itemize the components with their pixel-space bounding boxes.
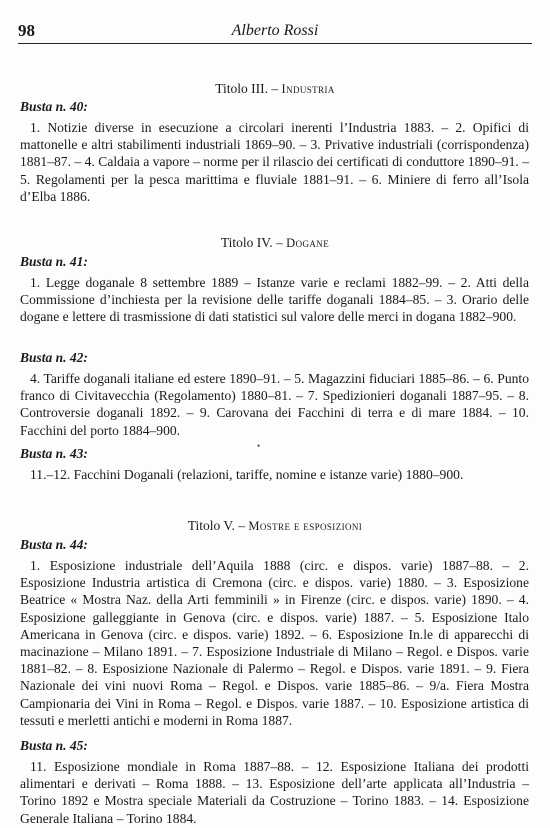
page-header [0, 21, 550, 43]
busta-label: Busta n. 40: [20, 99, 88, 114]
section-title-prefix: Titolo IV. – [220, 235, 283, 250]
section-title-prefix: Titolo III. – [215, 81, 279, 96]
busta-contents: 11.–12. Facchini Doganali (relazioni, tariffe, nomine e istanze varie) 1880–900. [30, 467, 464, 482]
header-rule [18, 43, 532, 44]
busta-label: Busta n. 41: [20, 254, 88, 269]
busta-label: Busta n. 44: [20, 537, 88, 552]
busta-label: Busta n. 43: [20, 446, 88, 461]
busta-contents: 11. Esposizione mondiale in Roma 1887–88. – 12. Esposizione Italiana dei prodotti alimentari e derivati – Roma 1888. – 13. Esposizione dell’arte applicata all’Industria – Torino 1892 e Mostra speciale Materiali da Costruzione – Torino 1883. – 14. Esposizione Generale Italiana – Torino 1884. [20, 759, 529, 826]
section-title-name: Industria [281, 82, 335, 96]
section-title-name: Dogane [286, 236, 330, 250]
section-title-dogane [0, 235, 550, 251]
busta-contents: 4. Tariffe doganali italiane ed estere 1890–91. – 5. Magazzini fiduciari 1885–86. – 6. Punto franco di Civitavecchia (Regolamento) 1880–81. – 7. Spedizionieri doganali 1887–95. – 8. Controversie doganali 1892. – 9. Carovana dei Facchini di terra e di mare 1884. – 10. Facchini del porto 1884–900. [20, 371, 529, 438]
section-title-industria [0, 81, 550, 97]
section-title-name: Mostre e esposizioni [248, 519, 363, 533]
page-number: 98 [18, 21, 35, 40]
running-title: Alberto Rossi [231, 22, 319, 39]
busta-label: Busta n. 42: [20, 350, 88, 365]
busta-contents: 1. Esposizione industriale dell’Aquila 1888 (circ. e dispos. varie) 1887–88. – 2. Esposizione Industria artistica di Cremona (circ. e dispos. varie) 1880. – 3. Esposizione Beatrice « Mostra Naz. della Arti femminili » in Firenze (circ. e dispos. varie) 1890. – 4. Esposizione galleggiante in Genova (circ. e dispos. varie) 1887. – 5. Esposizione Italo Americana in Genova (circ. e dispos. varie) 1892. – 6. Esposizione In.le di apparecchi di macinazione – Milano 1891. – 7. Esposizione Industriale di Milano – Regol. e Dispos. varie 1881–82. – 8. Esposizione Nazionale di Palermo – Regol. e Dispos. varie 1891. – 9. Fiera Nazionale dei vini nuovi Roma – Regol. e Dispos. varie 1885–86. – 9/a. Fiera Mostra Campionaria dei Vini in Roma – Regol. e Dispos. varie 1887. – 10. Esposizione artistica di tessuti e merletti antichi e moderni in Roma 1887. [20, 558, 529, 728]
busta-contents: 1. Legge doganale 8 settembre 1889 – Istanze varie e reclami 1882–99. – 2. Atti della Commissione d’inchiesta per la revisione delle tariffe doganali 1884–85. – 3. Orario delle dogane e lettere di trasmissione di dati statistici sul valore delle merci in dogana 1882–900. [20, 275, 529, 325]
busta-label: Busta n. 45: [20, 738, 88, 753]
section-title-esposizioni [0, 518, 550, 534]
busta-contents: 1. Notizie diverse in esecuzione a circolari inerenti l’Industria 1883. – 2. Opifici di mattonelle e altri stabilimenti industriali 1869–90. – 3. Privative industriali (corrispondenza) 1881–87. – 4. Caldaia a vapore – norme per il rilascio dei certificati di conduttore 1890–91. – 5. Regolamenti per la pesca marittima e fluviale 1881–91. – 6. Miniere di ferro all’Isola d’Elba 1886. [20, 120, 529, 204]
section-title-prefix: Titolo V. – [187, 518, 245, 533]
stray-mark: • [257, 441, 261, 451]
